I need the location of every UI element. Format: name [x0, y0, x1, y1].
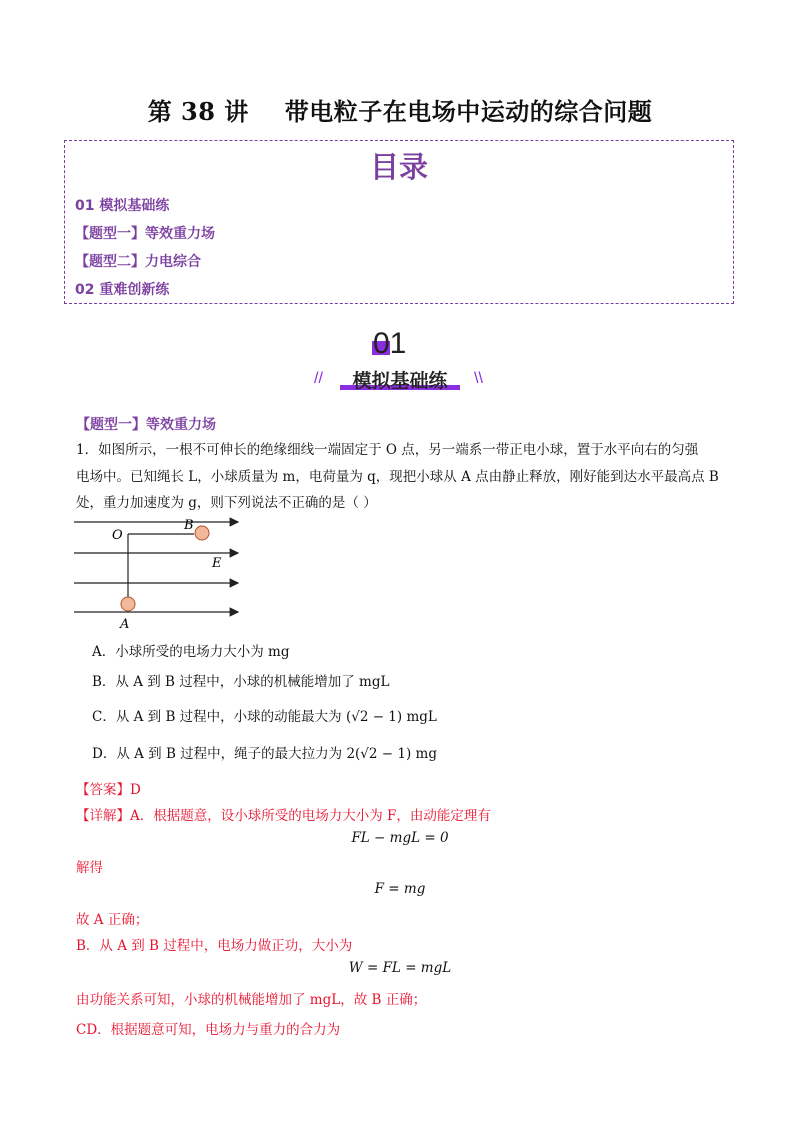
detail-line-3: 故 A 正确；: [76, 912, 149, 928]
option-a[interactable]: A．小球所受的电场力大小为 mg: [92, 644, 290, 660]
ball-at-b: [195, 526, 209, 540]
pendulum-field-figure: [72, 517, 242, 629]
toc-item-advanced-practice[interactable]: 02 重难创新练: [75, 282, 170, 298]
toc-item-type-two[interactable]: 【题型二】力电综合: [75, 254, 201, 270]
banner-right-slashes: \\: [474, 370, 483, 387]
section-name: 模拟基础练: [352, 370, 448, 392]
detail-line-4: B．从 A 到 B 过程中，电场力做正功，大小为: [76, 938, 353, 954]
option-c[interactable]: C．从 A 到 B 过程中，小球的动能最大为 (√2 − 1) mgL: [92, 709, 437, 725]
ball-at-a: [121, 597, 135, 611]
section-banner: [330, 366, 470, 390]
option-b[interactable]: B．从 A 到 B 过程中，小球的机械能增加了 mgL: [92, 674, 390, 690]
detail-line-1: 【详解】A．根据题意，设小球所受的电场力大小为 F，由动能定理有: [76, 808, 491, 824]
label-e: E: [212, 556, 222, 571]
equation-1: FL − mgL = 0: [351, 830, 449, 846]
detail-line-2: 解得: [76, 860, 103, 876]
option-d[interactable]: D．从 A 到 B 过程中，绳子的最大拉力为 2(√2 − 1) mg: [92, 746, 437, 762]
lecture-topic: 带电粒子在电场中运动的综合问题: [284, 97, 653, 126]
lecture-number: 第 38 讲: [147, 97, 249, 126]
toc-heading: 目录: [369, 150, 428, 184]
label-a: A: [120, 617, 130, 629]
equation-2: F = mg: [374, 881, 426, 897]
answer: 【答案】D: [76, 782, 141, 798]
type-heading: 【题型一】等效重力场: [76, 417, 216, 433]
equation-3: W = FL = mgL: [348, 960, 452, 976]
toc-item-type-one[interactable]: 【题型一】等效重力场: [75, 226, 215, 242]
question-line-1: 1．如图所示，一根不可伸长的绝缘细线一端固定于 O 点，另一端系一带正电小球，置于水平向右的匀强: [76, 442, 699, 458]
question-line-3: 处，重力加速度为 g，则下列说法不正确的是（ ）: [76, 495, 377, 511]
page-title: [0, 92, 800, 127]
toc-item-basic-practice[interactable]: 01 模拟基础练: [75, 198, 170, 214]
label-b: B: [184, 518, 194, 533]
question-line-2: 电场中。已知绳长 L，小球质量为 m，电荷量为 q，现把小球从 A 点由静止释放，刚好能到达水平最高点 B: [76, 469, 719, 485]
detail-line-6: CD．根据题意可知，电场力与重力的合力为: [76, 1022, 341, 1038]
banner-left-slashes: //: [314, 370, 323, 387]
section-number: 01: [373, 327, 407, 360]
detail-line-5: 由功能关系可知，小球的机械能增加了 mgL，故 B 正确；: [76, 992, 427, 1008]
toc-box: [64, 140, 734, 304]
label-o: O: [112, 528, 123, 543]
